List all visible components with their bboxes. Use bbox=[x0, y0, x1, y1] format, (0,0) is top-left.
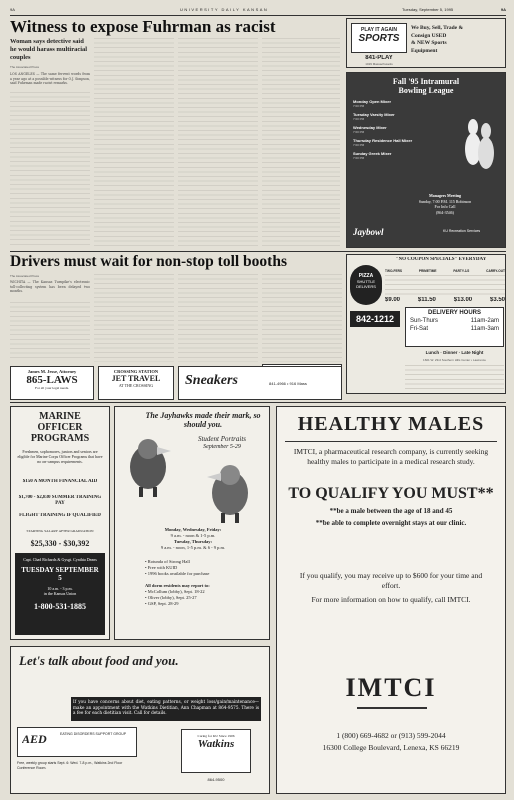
pizza-col: PARTY-1/2 bbox=[453, 269, 470, 273]
healthy-intro: IMTCI, a pharmaceutical research company, is currently seeking healthy males to participate in a medical research study. bbox=[293, 447, 489, 466]
pizza-phone: 842-1212 bbox=[350, 311, 400, 327]
pizza-banner: "NO COUPON SPECIALS" EVERYDAY bbox=[395, 257, 487, 262]
bowling-subtitle: Bowling League bbox=[398, 86, 454, 95]
marine-time: 10 a.m. - 3 p.m. bbox=[47, 586, 73, 591]
bowling-pin-icon bbox=[459, 107, 499, 177]
healthy-address: 16300 College Boulevard, Lenexa, KS 66219 bbox=[322, 743, 460, 752]
marine-event-box bbox=[15, 553, 105, 635]
pizza-hours-row bbox=[406, 316, 503, 326]
jayhawks-mail-item: • Oliver (lobby), Sept. 25-27 bbox=[145, 595, 197, 600]
imtci-logo: IMTCI bbox=[345, 673, 437, 702]
bowling-meeting-info: For Info Call bbox=[434, 204, 456, 209]
bowling-ad bbox=[346, 72, 506, 248]
healthy-pay: If you qualify, you may receive up to $600 for your time and effort. bbox=[299, 571, 483, 590]
pizza-hours-time: 11am-3am bbox=[470, 326, 499, 332]
healthy-phone: 1 (800) 669-4682 or (913) 599-2044 bbox=[336, 731, 446, 740]
bowling-meeting-when: Sunday, 7:00 P.M. 115 Robinson bbox=[418, 198, 472, 204]
jayhawks-mail-item: • McCollum (lobby), Sept. 18-22 bbox=[145, 589, 205, 594]
bowling-row-day: Wednesday Mixer bbox=[353, 125, 387, 130]
bowling-meeting-phone: (864-3546) bbox=[436, 209, 454, 215]
pizza-address: 1601 W. 23rd Southern Hills Center • Lawrence bbox=[423, 358, 486, 362]
header-date: Tuesday, September 5, 1995 bbox=[402, 7, 454, 12]
story1-col1 bbox=[10, 92, 90, 248]
jayhawks-bullets bbox=[145, 559, 265, 577]
food-title: Let's talk about food and you. bbox=[19, 653, 179, 668]
play-again-tag1: We Buy, Sell, Trade & bbox=[411, 25, 464, 31]
pizza-delivery-title: DELIVERY HOURS bbox=[427, 310, 481, 316]
pizza-col: TWO-FERS bbox=[385, 269, 402, 273]
bowling-row-time: 7:00 PM bbox=[353, 143, 365, 147]
pizza-lunch: Lunch · Dinner · Late Night bbox=[425, 350, 484, 355]
marine-body: Freshmen, sophomores, juniors and seniors are eligible for Marine Corps Officer Programs that have no on-campus requirements. bbox=[17, 449, 103, 464]
pizza-columns bbox=[385, 269, 505, 273]
watkins-tag: Caring for KU Since 1906 bbox=[197, 734, 235, 738]
bowling-row-day: Monday Open Mixer bbox=[353, 99, 392, 104]
watkins-name: Watkins bbox=[197, 738, 235, 750]
healthy-rule bbox=[285, 441, 497, 442]
story1-deck: Woman says detective said he would harass multiracial couples bbox=[10, 38, 88, 61]
pizza-hours-time: 11am-2am bbox=[470, 318, 499, 324]
jayhawks-sched-2: 9 a.m. - noon & 1-5 p.m. bbox=[170, 533, 216, 538]
section-rule-1 bbox=[10, 251, 506, 252]
jayhawks-mail-title: All dorm residents may report to: bbox=[145, 583, 210, 588]
play-again-logo-top: PLAY IT AGAIN bbox=[361, 27, 397, 33]
jayhawks-sched-4: 9 a.m. - noon, 1-5 p.m. & 6 - 9 p.m. bbox=[160, 545, 226, 550]
jayhawks-bullet: • Free with KUID bbox=[145, 565, 178, 570]
healthy-males-ad bbox=[276, 406, 506, 794]
jayhawks-sched-1: Monday, Wednesday, Friday: bbox=[164, 527, 222, 532]
pizza-logo-1: PIZZA bbox=[358, 273, 374, 279]
crossing-mid: JET TRAVEL bbox=[111, 374, 161, 383]
play-again-logo bbox=[351, 23, 407, 53]
bowling-row bbox=[353, 99, 453, 108]
marine-title-2: OFFICER bbox=[37, 422, 83, 433]
pizza-hours-row bbox=[406, 326, 503, 332]
pizza-delivery-hours bbox=[405, 307, 504, 347]
pizza-logo-3: DELIVERS bbox=[356, 284, 376, 289]
bowling-kurec: KU Recreation Services bbox=[443, 229, 481, 233]
marine-aid: $150 A MONTH FINANCIAL AID bbox=[22, 479, 98, 484]
bowling-meeting bbox=[387, 193, 503, 215]
bowling-jaybowl-logo: Jaybowl bbox=[353, 227, 384, 237]
story2-byline: The Associated Press bbox=[10, 274, 40, 278]
marine-ad bbox=[10, 406, 110, 640]
marine-date: TUESDAY SEPTEMBER 5 bbox=[21, 566, 99, 582]
marine-flight: FLIGHT TRAINING IF QUALIFIED bbox=[19, 513, 101, 518]
story1-col2 bbox=[94, 38, 174, 248]
story1-col4 bbox=[262, 38, 340, 248]
food-body: If you have concerns about diet, eating patterns, or weight loss/gain/maintenance—make an appointment with the Watkins Dietitian, Ann Chapman at 864-9575. There is a fee for each dietitian visit. Call for details. bbox=[71, 697, 261, 721]
crossing-ad bbox=[98, 366, 174, 400]
healthy-req1: **be a male between the age of 18 and 45 bbox=[329, 507, 453, 515]
play-again-tags bbox=[411, 25, 505, 55]
pizza-price: $13.00 bbox=[453, 297, 473, 303]
aed-tag: EATING DISORDERS SUPPORT GROUP bbox=[60, 732, 127, 736]
marine-title bbox=[11, 411, 109, 444]
header-page: 9A bbox=[500, 7, 506, 12]
story2-col2 bbox=[94, 274, 174, 362]
play-again-ad bbox=[346, 18, 506, 68]
jayhawks-bullet: • Rotunda of Strong Hall bbox=[145, 559, 190, 564]
attorney-phone: 865-LAWS bbox=[26, 374, 78, 386]
bowling-row-time: 7:00 PM bbox=[353, 156, 365, 160]
attorney-ad bbox=[10, 366, 94, 400]
marine-pay: $1,700 - $2,830 SUMMER TRAINING PAY bbox=[18, 495, 102, 506]
sneakers-ad bbox=[178, 366, 342, 400]
bowling-row-time: 7:00 PM bbox=[353, 130, 365, 134]
bowling-row-time: 7:00 PM bbox=[353, 117, 365, 121]
aed-logo: AED bbox=[22, 732, 47, 746]
food-ad bbox=[10, 646, 270, 794]
marine-title-1: MARINE bbox=[39, 411, 81, 422]
healthy-req2: **be able to complete overnight stays at our clinic. bbox=[315, 519, 467, 527]
jayhawks-bullet: • 1996 books available for purchase bbox=[145, 571, 210, 576]
pizza-logo bbox=[350, 265, 382, 305]
pizza-col: CARRY-OUT bbox=[486, 269, 505, 273]
aed-body: Free, weekly group starts Sept. 6: Wed. 7-8 p.m., Watkins 2nd Floor Conference Room. bbox=[17, 761, 123, 770]
attorney-name: James M. Jesse, Attorney bbox=[27, 369, 77, 374]
marine-capt: Capt. Chad Richards & Gysgt. Cynthia Deans bbox=[23, 557, 97, 562]
bowling-title: Fall '95 Intramural bbox=[392, 77, 460, 86]
story1-col3 bbox=[178, 38, 258, 248]
healthy-qualify: TO QUALIFY YOU MUST** bbox=[288, 485, 494, 502]
bowling-row-day: Tuesday Varsity Mixer bbox=[353, 112, 395, 117]
header-rule bbox=[10, 15, 506, 16]
jayhawks-ad bbox=[114, 406, 270, 640]
healthy-title: HEALTHY MALES bbox=[297, 413, 485, 435]
story2-lead: WICHITA — The Kansas Turnpike's electronic toll-collecting system has been delayed two months. bbox=[10, 280, 90, 294]
jayhawks-event: Student Portraits bbox=[197, 435, 247, 443]
play-again-logo-bottom: SPORTS bbox=[358, 33, 400, 44]
bowling-meeting-title: Managers Meeting bbox=[428, 193, 462, 198]
header-page-left: 9A bbox=[10, 7, 15, 12]
marine-salary: $25,330 - $30,392 bbox=[30, 539, 90, 548]
story2-col3 bbox=[178, 274, 258, 362]
marine-phone: 1-800-531-1885 bbox=[34, 602, 86, 611]
story1-lead: LOS ANGELES — The same fervent words from a year ago at a possible witness for O.J. Simpson, said Fuhrman made racist remarks. bbox=[10, 72, 90, 86]
aed-box bbox=[17, 727, 137, 757]
story2-headline: Drivers must wait for non-stop toll booths bbox=[10, 253, 287, 270]
jayhawk-mascot-icon-2 bbox=[201, 455, 259, 525]
bowling-row bbox=[353, 125, 453, 134]
jayhawks-mail-item: • GSP, Sept. 28-29 bbox=[145, 601, 179, 606]
pizza-hours-day: Fri-Sat bbox=[410, 326, 428, 332]
crossing-bottom: AT THE CROSSING bbox=[118, 383, 154, 388]
pizza-price: $9.00 bbox=[385, 297, 401, 303]
pizza-fine-print bbox=[405, 365, 504, 391]
jayhawks-dates: September 5-29 bbox=[203, 444, 241, 450]
pizza-items bbox=[385, 275, 505, 295]
sneakers-info: 841-4966 • 916 Mass bbox=[269, 381, 307, 386]
jayhawks-schedule bbox=[119, 527, 267, 551]
pizza-col: PRIMETIME bbox=[418, 269, 437, 273]
watkins-phone: 864-9500 bbox=[207, 777, 225, 782]
attorney-tag: For all your legal needs. bbox=[35, 386, 69, 390]
healthy-more: For more information on how to qualify, call IMTCI. bbox=[311, 595, 471, 604]
jayhawks-mail bbox=[145, 583, 265, 607]
play-again-phone: 841-PLAY bbox=[365, 55, 393, 61]
story2-col4 bbox=[262, 274, 342, 362]
pizza-price: $3.50 bbox=[489, 297, 505, 303]
marine-where: in the Kansas Union bbox=[43, 591, 77, 596]
bowling-row bbox=[353, 138, 453, 147]
marine-salary-label: STARTING SALARY AFTER GRADUATION bbox=[26, 529, 94, 533]
bowling-row bbox=[353, 151, 453, 160]
story1-byline: The Associated Press bbox=[10, 65, 40, 69]
jayhawk-mascot-icon bbox=[119, 429, 177, 499]
watkins-logo bbox=[181, 729, 251, 773]
pizza-prices bbox=[385, 297, 505, 303]
story1-headline: Witness to expose Fuhrman as racist bbox=[10, 17, 276, 36]
header-paper-name: UNIVERSITY DAILY KANSAN bbox=[180, 7, 269, 12]
sneakers-name: Sneakers bbox=[185, 373, 238, 388]
bowling-row-time: 7:00 PM bbox=[353, 104, 365, 108]
pizza-logo-2: SHUTTLE bbox=[356, 279, 376, 284]
bowling-row-day: Thursday Residence Hall Mixer bbox=[353, 138, 413, 143]
play-again-tag3: & NEW Sports bbox=[411, 40, 447, 46]
marine-title-3: PROGRAMS bbox=[30, 433, 90, 444]
imtci-logo-rule bbox=[357, 707, 427, 709]
story2-col1 bbox=[10, 302, 90, 362]
play-again-address: 1029 Massachusetts bbox=[365, 62, 393, 66]
jayhawks-title: The Jayhawks made their mark, so should you. bbox=[145, 411, 261, 429]
pizza-shuttle-ad bbox=[346, 254, 506, 394]
play-again-tag2: Consign USED bbox=[411, 32, 447, 39]
crossing-top: CROSSING STATION bbox=[113, 369, 159, 374]
pizza-price: $11.50 bbox=[417, 297, 436, 303]
bowling-schedule bbox=[353, 99, 453, 164]
page-header bbox=[10, 6, 506, 15]
bowling-row-day: Sunday Greek Mixer bbox=[353, 151, 392, 156]
section-rule-2 bbox=[10, 402, 506, 403]
jayhawks-sched-3: Tuesday, Thursday: bbox=[173, 539, 213, 544]
play-again-tag4: Equipment bbox=[411, 47, 438, 54]
pizza-hours-day: Sun-Thurs bbox=[410, 318, 439, 324]
bowling-row bbox=[353, 112, 453, 121]
